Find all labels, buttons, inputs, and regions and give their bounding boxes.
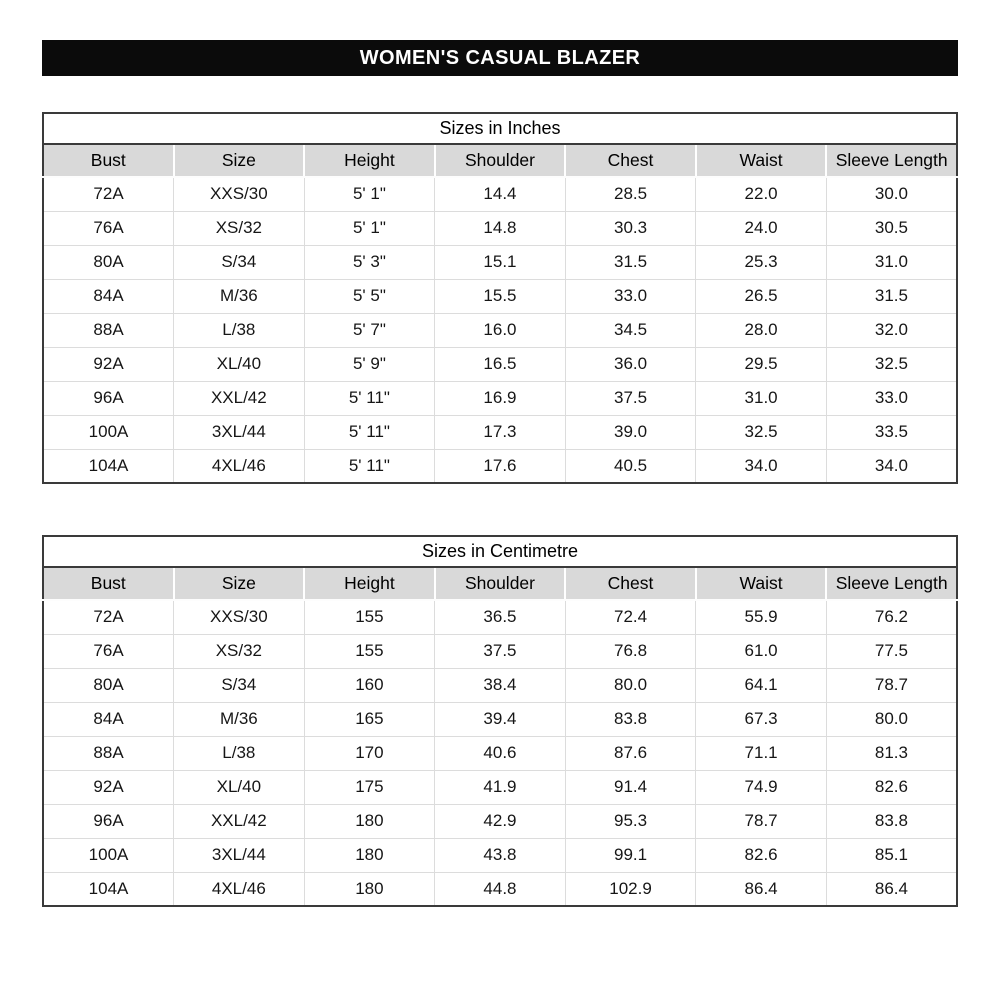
column-header: Height <box>304 567 435 600</box>
table-cell: 32.0 <box>826 313 957 347</box>
table-cell: 39.0 <box>565 415 696 449</box>
table-cell: 43.8 <box>435 838 566 872</box>
table-cell: 5' 11" <box>304 449 435 483</box>
table-cell: 39.4 <box>435 702 566 736</box>
table-row <box>43 804 957 838</box>
table-cell: 80.0 <box>565 668 696 702</box>
table-cell: 5' 11" <box>304 415 435 449</box>
table-row <box>43 838 957 872</box>
table-cell: 165 <box>304 702 435 736</box>
table-cell: 86.4 <box>826 872 957 906</box>
table-cell: 36.5 <box>435 600 566 634</box>
table-cell: XXL/42 <box>174 381 305 415</box>
table-cell: 33.0 <box>565 279 696 313</box>
column-header: Waist <box>696 567 827 600</box>
table-cell: 180 <box>304 838 435 872</box>
table-cell: 30.5 <box>826 211 957 245</box>
column-header: Chest <box>565 567 696 600</box>
table-row <box>43 600 957 634</box>
table-cell: 38.4 <box>435 668 566 702</box>
table-cell: 80.0 <box>826 702 957 736</box>
table-cell: 100A <box>43 415 174 449</box>
table-cell: 40.6 <box>435 736 566 770</box>
table-row <box>43 347 957 381</box>
cm-table-body <box>43 600 957 906</box>
table-row <box>43 634 957 668</box>
table-row <box>43 211 957 245</box>
table-cell: L/38 <box>174 313 305 347</box>
table-cell: 31.5 <box>826 279 957 313</box>
inches-size-table <box>42 112 958 484</box>
table-cell: XS/32 <box>174 634 305 668</box>
table-cell: 99.1 <box>565 838 696 872</box>
column-header: Sleeve Length <box>826 144 957 177</box>
table-cell: XXS/30 <box>174 600 305 634</box>
table-cell: 41.9 <box>435 770 566 804</box>
table-cell: 74.9 <box>696 770 827 804</box>
table-cell: 100A <box>43 838 174 872</box>
table-cell: 78.7 <box>826 668 957 702</box>
table-cell: 40.5 <box>565 449 696 483</box>
table-cell: 30.3 <box>565 211 696 245</box>
table-cell: 155 <box>304 600 435 634</box>
table-cell: 83.8 <box>565 702 696 736</box>
table-cell: 33.0 <box>826 381 957 415</box>
inches-table-title-row <box>43 113 957 144</box>
table-cell: 72.4 <box>565 600 696 634</box>
table-cell: 31.0 <box>696 381 827 415</box>
table-cell: 42.9 <box>435 804 566 838</box>
table-row <box>43 279 957 313</box>
table-cell: 33.5 <box>826 415 957 449</box>
table-cell: 77.5 <box>826 634 957 668</box>
table-cell: 34.0 <box>826 449 957 483</box>
table-cell: 17.3 <box>435 415 566 449</box>
table-cell: 76A <box>43 211 174 245</box>
table-cell: 16.0 <box>435 313 566 347</box>
table-cell: 170 <box>304 736 435 770</box>
table-cell: 26.5 <box>696 279 827 313</box>
table-cell: 5' 3" <box>304 245 435 279</box>
cm-column-header-row <box>43 567 957 600</box>
table-cell: XXS/30 <box>174 177 305 211</box>
table-cell: 5' 1" <box>304 177 435 211</box>
table-cell: 78.7 <box>696 804 827 838</box>
table-cell: 5' 5" <box>304 279 435 313</box>
table-cell: 96A <box>43 381 174 415</box>
table-cell: 3XL/44 <box>174 838 305 872</box>
table-cell: 96A <box>43 804 174 838</box>
table-cell: 5' 9" <box>304 347 435 381</box>
table-cell: XL/40 <box>174 770 305 804</box>
table-cell: 28.0 <box>696 313 827 347</box>
table-cell: 87.6 <box>565 736 696 770</box>
table-cell: XL/40 <box>174 347 305 381</box>
table-cell: 72A <box>43 600 174 634</box>
table-cell: 81.3 <box>826 736 957 770</box>
table-cell: 30.0 <box>826 177 957 211</box>
table-cell: 86.4 <box>696 872 827 906</box>
table-cell: 15.5 <box>435 279 566 313</box>
product-title-banner <box>42 40 958 76</box>
table-cell: XXL/42 <box>174 804 305 838</box>
table-cell: 31.0 <box>826 245 957 279</box>
table-cell: 34.5 <box>565 313 696 347</box>
column-header: Shoulder <box>435 144 566 177</box>
table-cell: 85.1 <box>826 838 957 872</box>
table-cell: 44.8 <box>435 872 566 906</box>
table-cell: 84A <box>43 702 174 736</box>
table-cell: 16.9 <box>435 381 566 415</box>
table-cell: 34.0 <box>696 449 827 483</box>
table-cell: 64.1 <box>696 668 827 702</box>
table-cell: 3XL/44 <box>174 415 305 449</box>
table-row <box>43 872 957 906</box>
table-cell: 104A <box>43 872 174 906</box>
table-cell: 180 <box>304 804 435 838</box>
table-cell: 5' 7" <box>304 313 435 347</box>
table-cell: 36.0 <box>565 347 696 381</box>
table-cell: 37.5 <box>435 634 566 668</box>
table-cell: 22.0 <box>696 177 827 211</box>
table-cell: M/36 <box>174 702 305 736</box>
table-cell: S/34 <box>174 668 305 702</box>
table-row <box>43 313 957 347</box>
column-header: Shoulder <box>435 567 566 600</box>
table-cell: 160 <box>304 668 435 702</box>
table-cell: 76.8 <box>565 634 696 668</box>
table-row <box>43 177 957 211</box>
column-header: Bust <box>43 567 174 600</box>
table-cell: 15.1 <box>435 245 566 279</box>
table-cell: 180 <box>304 872 435 906</box>
table-cell: 14.4 <box>435 177 566 211</box>
table-row <box>43 449 957 483</box>
table-cell: 91.4 <box>565 770 696 804</box>
table-cell: 4XL/46 <box>174 872 305 906</box>
table-cell: 88A <box>43 736 174 770</box>
table-cell: 61.0 <box>696 634 827 668</box>
table-row <box>43 736 957 770</box>
table-row <box>43 415 957 449</box>
table-cell: 29.5 <box>696 347 827 381</box>
table-row <box>43 668 957 702</box>
table-cell: 24.0 <box>696 211 827 245</box>
table-cell: 32.5 <box>696 415 827 449</box>
table-cell: 80A <box>43 668 174 702</box>
table-cell: 82.6 <box>696 838 827 872</box>
table-cell: 88A <box>43 313 174 347</box>
table-cell: 71.1 <box>696 736 827 770</box>
column-header: Size <box>174 144 305 177</box>
table-cell: 72A <box>43 177 174 211</box>
table-cell: 92A <box>43 347 174 381</box>
table-cell: 76A <box>43 634 174 668</box>
table-cell: 84A <box>43 279 174 313</box>
column-header: Size <box>174 567 305 600</box>
table-cell: 31.5 <box>565 245 696 279</box>
table-cell: 16.5 <box>435 347 566 381</box>
table-cell: 5' 1" <box>304 211 435 245</box>
table-cell: 92A <box>43 770 174 804</box>
column-header: Bust <box>43 144 174 177</box>
table-cell: 95.3 <box>565 804 696 838</box>
table-row <box>43 381 957 415</box>
table-cell: 67.3 <box>696 702 827 736</box>
table-cell: XS/32 <box>174 211 305 245</box>
table-cell: L/38 <box>174 736 305 770</box>
table-cell: 104A <box>43 449 174 483</box>
table-cell: 80A <box>43 245 174 279</box>
table-row <box>43 245 957 279</box>
product-title: WOMEN'S CASUAL BLAZER <box>359 46 641 69</box>
table-cell: 4XL/46 <box>174 449 305 483</box>
table-cell: 32.5 <box>826 347 957 381</box>
table-cell: 55.9 <box>696 600 827 634</box>
table-cell: 155 <box>304 634 435 668</box>
table-cell: 83.8 <box>826 804 957 838</box>
table-cell: 14.8 <box>435 211 566 245</box>
cm-table-title: Sizes in Centimetre <box>43 536 957 567</box>
table-cell: 37.5 <box>565 381 696 415</box>
column-header: Sleeve Length <box>826 567 957 600</box>
table-cell: 102.9 <box>565 872 696 906</box>
table-row <box>43 770 957 804</box>
table-cell: S/34 <box>174 245 305 279</box>
inches-table-body <box>43 177 957 483</box>
cm-table-title-row <box>43 536 957 567</box>
table-cell: 28.5 <box>565 177 696 211</box>
table-cell: 25.3 <box>696 245 827 279</box>
column-header: Waist <box>696 144 827 177</box>
table-cell: 5' 11" <box>304 381 435 415</box>
table-cell: 76.2 <box>826 600 957 634</box>
centimetre-size-table <box>42 535 958 907</box>
inches-table-title: Sizes in Inches <box>43 113 957 144</box>
column-header: Chest <box>565 144 696 177</box>
column-header: Height <box>304 144 435 177</box>
table-row <box>43 702 957 736</box>
table-cell: 175 <box>304 770 435 804</box>
table-cell: 82.6 <box>826 770 957 804</box>
inches-column-header-row <box>43 144 957 177</box>
table-cell: M/36 <box>174 279 305 313</box>
table-cell: 17.6 <box>435 449 566 483</box>
